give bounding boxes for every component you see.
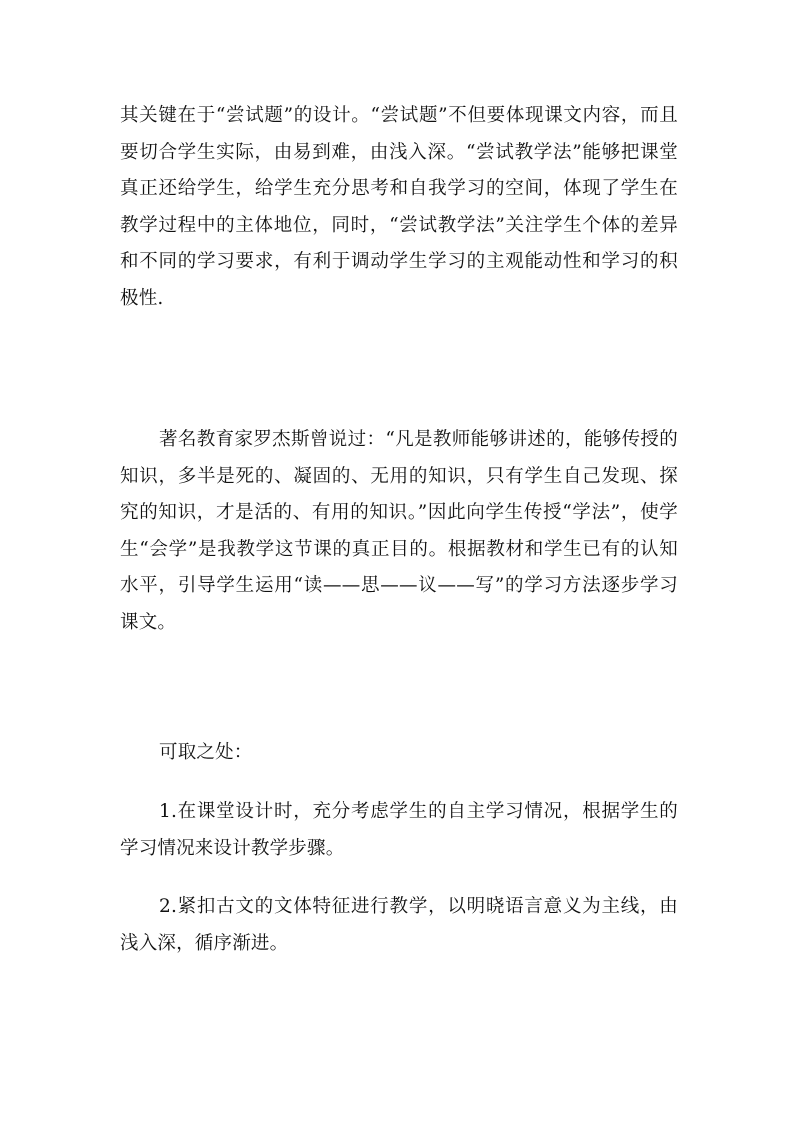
merit-item-2: 2.紧扣古文的文体特征进行教学，以明晓语言意义为主线，由浅入深，循序渐进。	[120, 896, 678, 954]
paragraph-trial-questions: 其关键在于“尝试题”的设计。“尝试题”不但要体现课文内容，而且要切合学生实际，由易到难，由浅入深。“尝试教学法”能够把课堂真正还给学生，给学生充分思考和自我学习的空间，体现了学生在教学过程中的主体地位，同时，“尝试教学法”关注学生个体的差异和不同的学习要求，有利于调动学生学习的主观能动性和学习的积极性.	[120, 105, 678, 309]
paragraph-rogers-quote: 著名教育家罗杰斯曾说过：“凡是教师能够讲述的，能够传授的知识，多半是死的、凝固的、无用的知识，只有学生自己发现、探究的知识，才是活的、有用的知识。”因此向学生传授“学法”，使学生“会学”是我教学这节课的真正目的。根据教材和学生已有的认知水平，引导学生运用“读——思——议——写”的学习方法逐步学习课文。	[120, 429, 678, 633]
merit-item-1: 1.在课堂设计时，充分考虑学生的自主学习情况，根据学生的学习情况来设计教学步骤。	[120, 801, 678, 859]
section-heading-merits: 可取之处：	[159, 742, 253, 763]
